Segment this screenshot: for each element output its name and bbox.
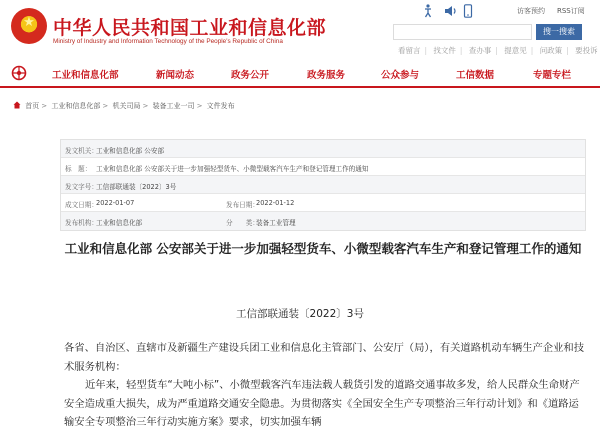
- quick-link-complaint[interactable]: 要投诉: [575, 46, 598, 55]
- article-doc-number: 工信部联通装〔2022〕3号: [236, 308, 364, 320]
- meta-label: 发文字号：: [65, 183, 98, 191]
- meta-value: 工业和信息化部 公安部: [96, 147, 165, 155]
- meta-row-dates: [61, 194, 585, 212]
- meta-label: 发布机构：: [65, 219, 98, 227]
- quick-link-files[interactable]: 找文件: [433, 46, 456, 55]
- nav-item-ministry[interactable]: 工业和信息化部: [52, 70, 119, 81]
- quick-link-message[interactable]: 看留言: [398, 46, 421, 55]
- article-title: 工业和信息化部 公安部关于进一步加强轻型货车、小微型载客汽车生产和登记管理工作的通知: [64, 241, 582, 256]
- meta-row-docno: [61, 176, 585, 194]
- meta-value: 工业和信息化部: [96, 219, 143, 227]
- meta-label: 发布日期：: [226, 201, 259, 209]
- meta-row-issuer: [61, 140, 585, 158]
- article-recipients: 各省、自治区、直辖市及新疆生产建设兵团工业和信息化主管部门、公安厅（局），有关道路机动车辆生产企业和技术服务机构：: [64, 342, 584, 373]
- breadcrumb-documents[interactable]: 文件发布: [206, 102, 235, 110]
- nav-item-participation[interactable]: 公众参与: [381, 70, 420, 81]
- site-title[interactable]: 中华人民共和国工业和信息化部: [53, 17, 327, 39]
- nav-item-topics[interactable]: 专题专栏: [533, 70, 572, 81]
- site-subtitle: Ministry of Industry and Information Technology of the People's Republic of China: [53, 38, 283, 45]
- meta-value: 装备工业管理: [256, 219, 296, 227]
- document-meta-table: [60, 139, 586, 231]
- meta-row-org: [61, 212, 585, 230]
- site-header: [0, 0, 600, 60]
- quick-link-policy[interactable]: 问政策: [539, 46, 563, 55]
- nav-item-data[interactable]: 工信数据: [456, 70, 495, 81]
- meta-value: 工信部联通装〔2022〕3号: [96, 183, 177, 191]
- breadcrumb-separator: >: [142, 102, 149, 110]
- meta-label: 标 题：: [65, 165, 92, 173]
- divider: |: [566, 46, 569, 55]
- meta-row-title: [61, 158, 585, 176]
- meta-value: 2022-01-12: [256, 199, 295, 207]
- home-icon: [13, 101, 21, 109]
- search-input[interactable]: [393, 24, 532, 40]
- divider: |: [424, 46, 428, 55]
- nav-item-services[interactable]: 政务服务: [307, 70, 346, 81]
- main-nav: [0, 61, 600, 85]
- breadcrumb-separator: >: [196, 102, 203, 110]
- meta-value: 2022-01-07: [96, 199, 135, 207]
- search-button[interactable]: 搜一搜索: [536, 24, 582, 40]
- visitor-appointment-link[interactable]: 访客预约: [517, 7, 545, 15]
- nav-item-news[interactable]: 新闻动态: [156, 70, 195, 81]
- miit-logo-icon[interactable]: [11, 65, 27, 81]
- breadcrumb-separator: >: [41, 102, 48, 110]
- accessibility-icon[interactable]: [422, 4, 434, 18]
- quick-link-feedback[interactable]: 提意见: [504, 46, 527, 55]
- meta-label: 分 类：: [226, 219, 259, 227]
- divider: |: [530, 46, 534, 55]
- breadcrumb: [13, 101, 235, 111]
- divider: |: [495, 46, 498, 55]
- mobile-phone-icon[interactable]: [463, 4, 473, 18]
- nav-divider: [0, 86, 600, 88]
- national-emblem-icon: [11, 8, 47, 44]
- meta-label: 发文机关：: [65, 147, 98, 155]
- breadcrumb-separator: >: [102, 102, 109, 110]
- meta-label: 成文日期：: [65, 201, 98, 209]
- meta-value: 工业和信息化部 公安部关于进一步加强轻型货车、小微型载客汽车生产和登记管理工作的通知: [96, 165, 369, 173]
- divider: |: [459, 46, 463, 55]
- nav-item-gov-affairs[interactable]: 政务公开: [231, 70, 270, 81]
- rss-link[interactable]: RSS订阅: [557, 7, 585, 15]
- breadcrumb-equipment-dept[interactable]: 装备工业一司: [152, 102, 195, 110]
- breadcrumb-home[interactable]: 首页: [25, 102, 40, 110]
- article-paragraph: 近年来，轻型货车“大吨小标”、小微型载客汽车违法载人载货引发的道路交通事故多发，给人民群众生命财产安全造成重大损失，成为严重道路交通安全隐患。为贯彻落实《全国安全生产专项整治三年行动计划》和《道路运输安全专项整治三年行动实施方案》要求，切实加强车辆: [64, 379, 580, 428]
- quick-links: [398, 45, 600, 56]
- breadcrumb-ministry[interactable]: 工业和信息化部: [51, 102, 101, 110]
- breadcrumb-departments[interactable]: 机关司局: [112, 102, 141, 110]
- quick-link-services[interactable]: 查办事: [468, 46, 492, 55]
- speaker-icon[interactable]: [444, 4, 458, 18]
